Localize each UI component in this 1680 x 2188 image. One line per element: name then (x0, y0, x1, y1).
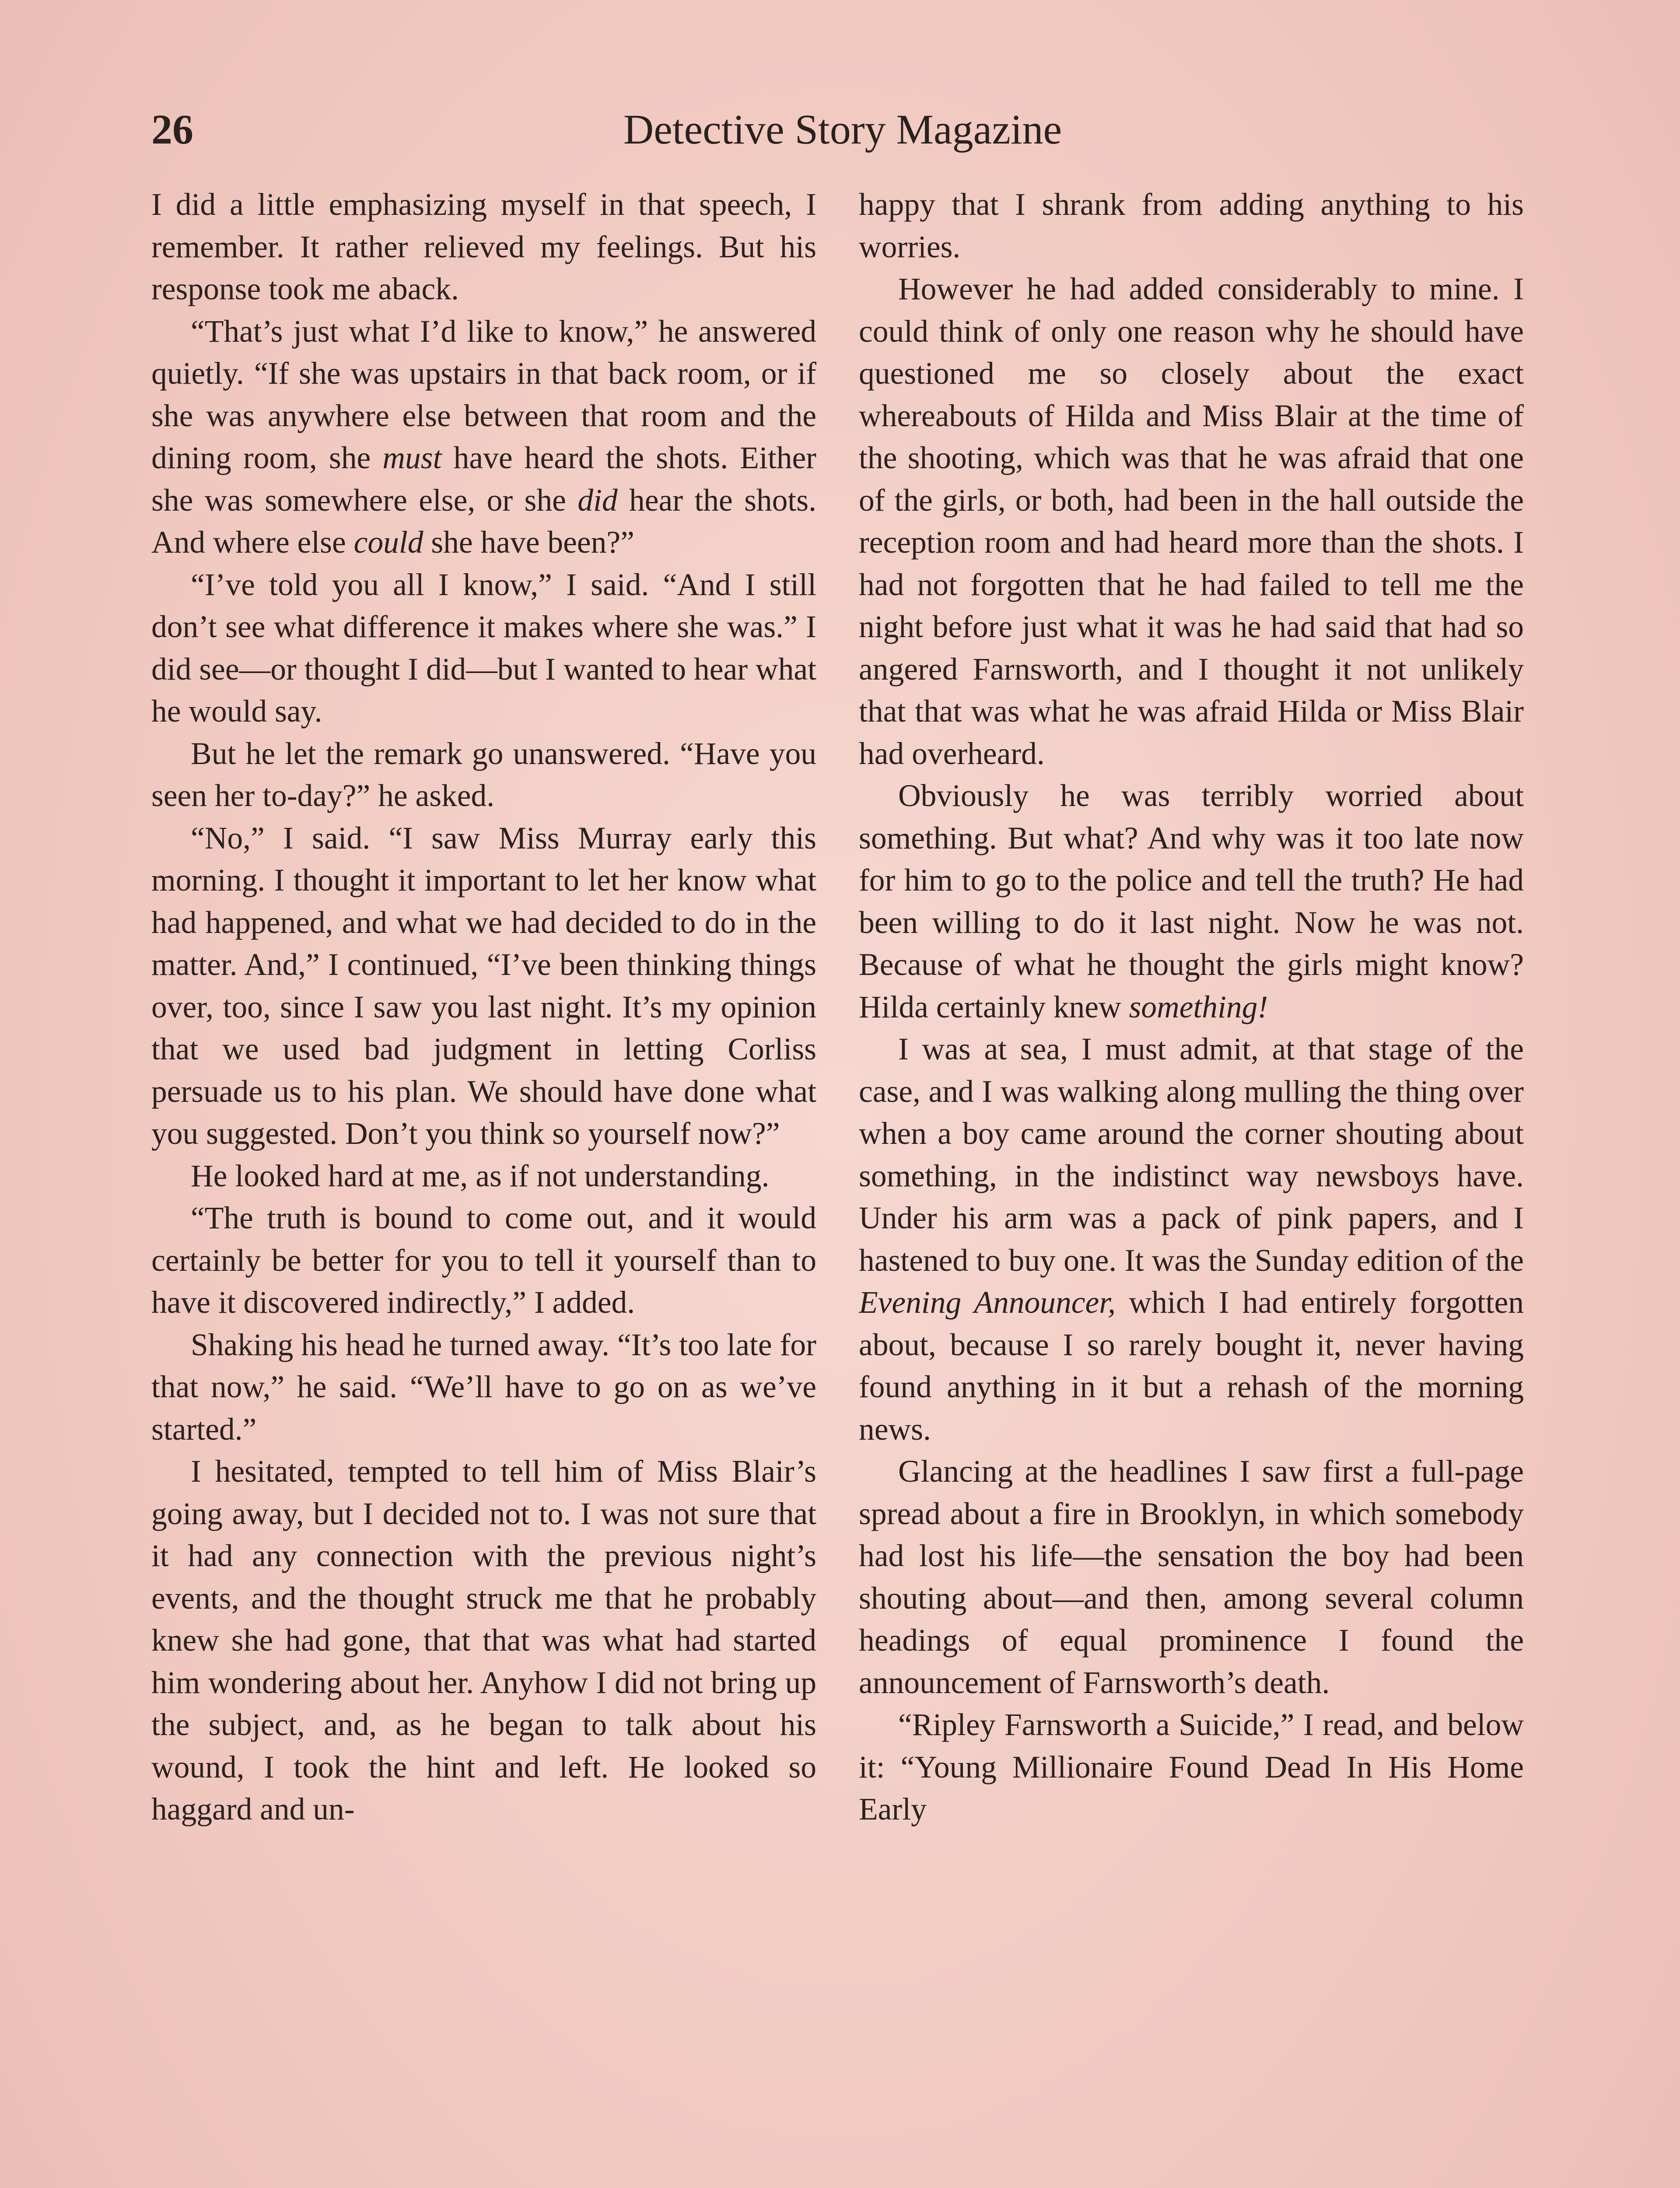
paragraph: I hesitated, tempted to tell him of Miss Blair’s going away, but I decided not to. I was not sure that it had any connection with the previous night’s events, and the thought struck me that he probably knew she had gone, that that was what had started him wondering about her. Anyhow I did not bring up the subject, and, as he began to talk about his wound, I took the hint and left. He looked so haggard and un- (151, 1454, 816, 1827)
paragraph: “The truth is bound to come out, and it would certainly be better for you to tell it yourself than to have it discovered indirectly,” I added. (151, 1201, 816, 1320)
paragraph: “No,” I said. “I saw Miss Murray early this morning. I thought it important to let her know what had happened, and what we had decided to do in the matter. And,” I continued, “I’ve been thinking things over, too, since I saw you last night. It’s my opinion that we used bad judgment in letting Corliss persuade us to his plan. We should have done what you suggested. Don’t you think so yourself now?” (151, 820, 816, 1151)
paragraph: But he let the remark go unanswered. “Have you seen her to-day?” he asked. (151, 736, 816, 813)
paragraph: happy that I shrank from adding anything to his worries. (859, 187, 1524, 264)
left-column (151, 184, 816, 2188)
paragraph: “I’ve told you all I know,” I said. “And I still don’t see what difference it makes where she was.” I did see—or thought I did—but I wanted to hear what he would say. (151, 567, 816, 729)
paragraph: I did a little emphasizing myself in that speech, I remember. It rather relieved my feelings. But his response took me aback. (151, 187, 816, 306)
page-number: 26 (151, 106, 193, 153)
paragraph: Glancing at the headlines I saw first a full-page spread about a fire in Brooklyn, in which somebody had lost his life—the sensation the boy had been shouting about—and then, among several column headings of equal prominence I found the announcement of Farnsworth’s death. (859, 1454, 1524, 1700)
paragraph: Obviously he was terribly worried about something. But what? And why was it too late now for him to go to the police and tell the truth? He had been willing to do it last night. Now he was not. Because of what he thought the girls might know? Hilda certainly knew something! (859, 778, 1524, 1024)
paragraph: I was at sea, I must admit, at that stage of the case, and I was walking along mulling the thing over when a boy came around the corner shouting about something, in the indistinct way newsboys have. Under his arm was a pack of pink papers, and I hastened to buy one. It was the Sunday edition of the Evening Announcer, which I had entirely forgotten about, because I so rarely bought it, never having found anything in it but a rehash of the morning news. (859, 1032, 1524, 1447)
paragraph: He looked hard at me, as if not understanding. (191, 1158, 770, 1193)
right-column (859, 184, 1524, 2188)
paragraph: Shaking his head he turned away. “It’s too late for that now,” he said. “We’ll have to go on as we’ve started.” (151, 1327, 816, 1447)
running-title: Detective Story Magazine (623, 106, 1062, 153)
page-header (151, 96, 1534, 162)
paragraph: “Ripley Farnsworth a Suicide,” I read, and below it: “Young Millionaire Found Dead In His Home Early (859, 1708, 1524, 1827)
paragraph: “That’s just what I’d like to know,” he answered quietly. “If she was upstairs in that back room, or if she was anywhere else between that room and the dining room, she must have heard the shots. Either she was somewhere else, or she did hear the shots. And where else could she have been?” (151, 314, 816, 560)
paragraph: However he had added considerably to mine. I could think of only one reason why he should have questioned me so closely about the exact whereabouts of Hilda and Miss Blair at the time of the shooting, which was that he was afraid that one of the girls, or both, had been in the hall outside the reception room and had heard more than the shots. I had not forgotten that he had failed to tell me the night before just what it was he had said that had so angered Farnsworth, and I thought it not unlikely that that was what he was afraid Hilda or Miss Blair had overheard. (859, 272, 1524, 771)
